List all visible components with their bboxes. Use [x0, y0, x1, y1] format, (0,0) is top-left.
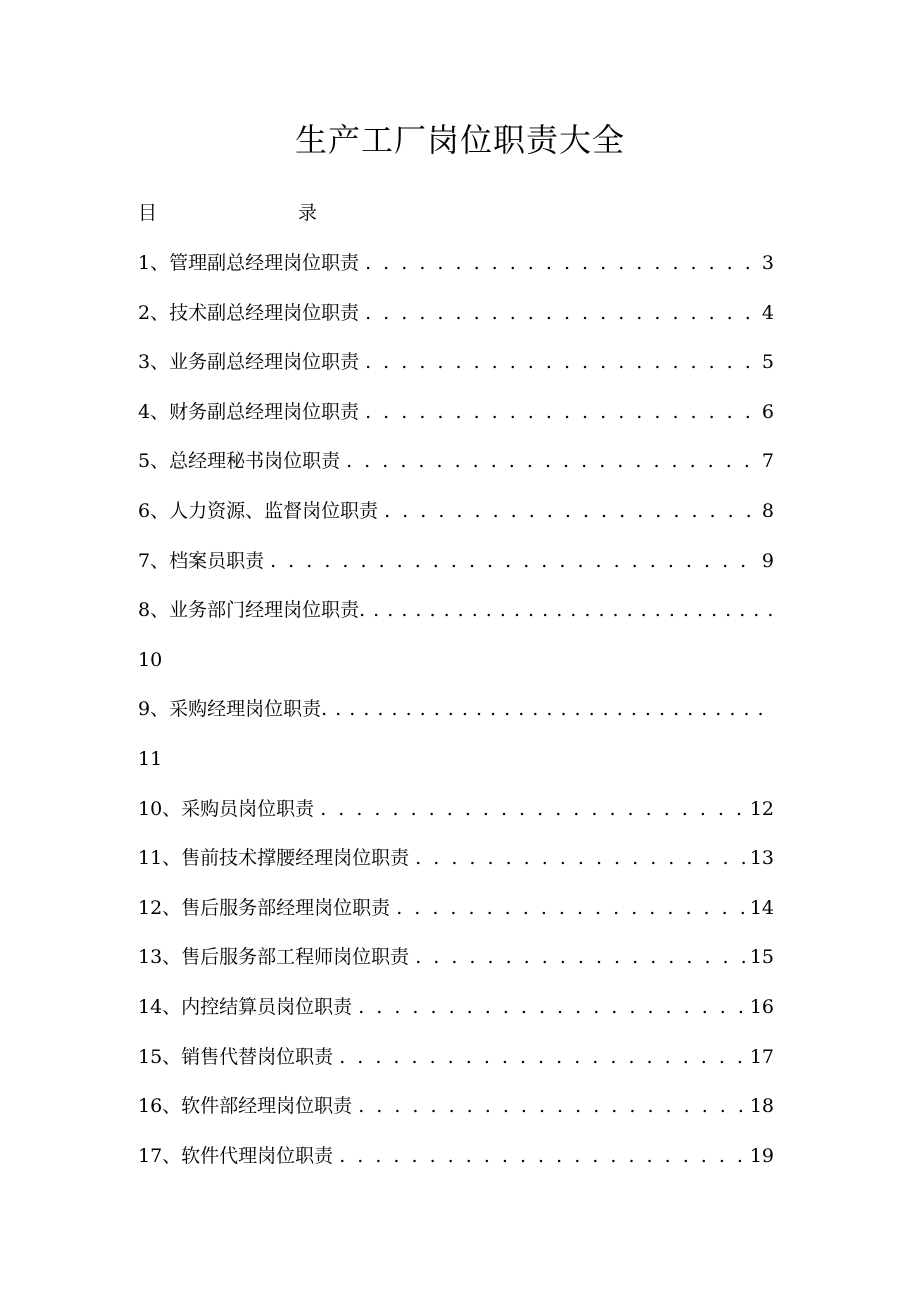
toc-entry-label: 2、技术副总经理岗位职责 — [138, 301, 360, 324]
toc-leader-dots — [365, 300, 760, 326]
toc-entry-label: 11、售前技术撑腰经理岗位职责 — [138, 847, 410, 870]
toc-entry-label: 14、内控结算员岗位职责 — [138, 995, 353, 1018]
toc-leader-dots — [358, 1093, 748, 1119]
toc-entry-label: 15、销售代替岗位职责 — [138, 1045, 334, 1068]
toc-entry[interactable] — [138, 300, 774, 350]
toc-entry-label: 8、业务部门经理岗位职责 — [138, 599, 360, 622]
toc-entry-page: 7 — [761, 450, 774, 473]
toc-entry[interactable] — [138, 696, 774, 746]
document-title: 生产工厂岗位职责大全 — [294, 121, 625, 159]
toc-entry-label: 4、财务副总经理岗位职责 — [138, 400, 360, 423]
toc-entry[interactable] — [138, 548, 774, 598]
toc-leader-dots — [321, 696, 772, 722]
toc-entry[interactable] — [138, 399, 774, 449]
toc-leader-dots — [365, 399, 760, 425]
toc-entry-page: 19 — [749, 1144, 774, 1167]
toc-entry-label: 10、采购员岗位职责 — [138, 797, 315, 820]
toc-entry[interactable] — [138, 250, 774, 300]
toc-entry-label: 17、软件代理岗位职责 — [138, 1144, 334, 1167]
toc-entry[interactable] — [138, 845, 774, 895]
toc-entry-page: 4 — [761, 301, 774, 324]
toc-leader-dots — [270, 548, 760, 574]
toc-entry-label: 9、采购经理岗位职责 — [138, 698, 322, 721]
toc-entry-page: 3 — [761, 252, 774, 274]
toc-entry-label: 5、总经理秘书岗位职责 — [138, 450, 341, 473]
toc-entry-page: 5 — [761, 351, 774, 374]
toc-entry[interactable] — [138, 796, 774, 846]
toc-entry[interactable] — [138, 1093, 774, 1143]
toc-entry-page: 8 — [761, 499, 774, 522]
toc-entry-page: 14 — [749, 896, 774, 919]
toc-entry-page: 16 — [749, 995, 774, 1018]
toc-entry-page-wrapped[interactable] — [138, 647, 774, 697]
toc-entry-page: 6 — [761, 400, 774, 423]
toc-entry[interactable] — [138, 1044, 774, 1094]
toc-entry-page: 11 — [138, 747, 163, 770]
toc-entry-label: 12、售后服务部经理岗位职责 — [138, 896, 391, 919]
toc-entry[interactable] — [138, 1143, 774, 1193]
toc-entry-label: 13、售后服务部工程师岗位职责 — [138, 946, 410, 969]
toc-leader-dots — [359, 597, 772, 623]
toc-entry[interactable] — [138, 994, 774, 1044]
toc-heading-part-1: 目 — [138, 202, 158, 224]
toc-leader-dots — [346, 448, 760, 474]
toc-heading — [138, 200, 358, 226]
toc-entry[interactable] — [138, 349, 774, 399]
toc-entry-page: 13 — [749, 847, 774, 870]
toc-entry-page: 12 — [749, 797, 774, 820]
toc-leader-dots — [396, 895, 748, 921]
toc-entry-page: 10 — [138, 648, 163, 671]
toc-entry-label: 16、软件部经理岗位职责 — [138, 1095, 353, 1118]
toc-entry-page: 15 — [749, 946, 774, 969]
toc-entry-page: 18 — [749, 1095, 774, 1118]
toc-leader-dots — [339, 1044, 748, 1070]
toc-leader-dots — [339, 1143, 748, 1169]
toc-leader-dots — [320, 796, 748, 822]
toc-leader-dots — [384, 498, 760, 524]
toc-entry-label: 1、管理副总经理岗位职责 — [138, 252, 360, 274]
toc-entry-page-wrapped[interactable] — [138, 746, 774, 796]
toc-leader-dots — [415, 845, 748, 871]
toc-entry[interactable] — [138, 895, 774, 945]
table-of-contents — [138, 250, 774, 1192]
toc-entry[interactable] — [138, 498, 774, 548]
toc-leader-dots — [358, 994, 748, 1020]
toc-entry-label: 6、人力资源、监督岗位职责 — [138, 499, 379, 522]
toc-entry[interactable] — [138, 448, 774, 498]
toc-entry-page: 9 — [761, 549, 774, 572]
toc-heading-part-2: 录 — [298, 202, 318, 224]
toc-leader-dots — [365, 250, 760, 276]
toc-entry[interactable] — [138, 597, 774, 647]
toc-entry-label: 3、业务副总经理岗位职责 — [138, 351, 360, 374]
toc-entry-page: 17 — [749, 1045, 774, 1068]
toc-leader-dots — [365, 349, 760, 375]
toc-leader-dots — [415, 944, 748, 970]
toc-entry-label: 7、档案员职责 — [138, 549, 265, 572]
toc-entry[interactable] — [138, 944, 774, 994]
